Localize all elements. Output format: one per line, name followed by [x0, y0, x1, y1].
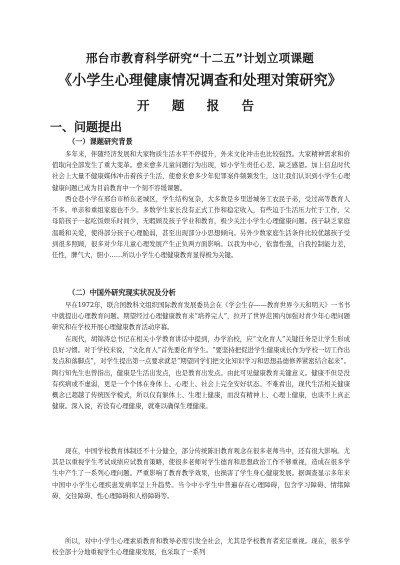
paragraph: 西仓巷小学在邢台市桥东老城区，学生结构复杂，大多数是乡里进城务工农民子弟，受过高等教育人不多。单亲和重组家庭也不少。多数学生家长没有正式工作和稳定收入，有些迫于生活压力忙于工作，父母陪孩子一起吃饭娱乐时间少，无暇顾及孩子学业和教育，极少关注小学生心理健康问题。孩子缺乏家庭温暖和关爱，使得部分孩子心理脆弱，甚至出现部分小思想倾向。另外少数家庭生活条件比较优越孩子受到很多照顾，很多对少年儿童心理发展产生正负两方面影响。以我为中心，依靠性强，自我控制能力差，任性，脾气大，胆小……所以小学生心理健康教育显得极为关键。	[52, 195, 350, 260]
section-heading: 一、问题提出	[50, 120, 123, 134]
subsection-heading-research: （二）中国外研究现实状况及分析	[68, 288, 176, 297]
document-title: 《小学生心理健康情况调查和处理对策研究》	[58, 73, 342, 89]
paragraph: 多年来，伴随经济发展和大家物质生活水平不停提升，外来文化冲击也比较强烈。大家精神需求和价值取向全部发生了重大变革。愈来愈多儿童问题行为出现，如小学生责任心差、缺乏感恩。加上信息时代社会上大量不健康媒体冲击着孩子生活，使愈来愈多少年犯罪案件频频发生，这让我们认识到小学生心理健康问题已成为目前教育中一个刻不容缓课题。	[52, 150, 350, 192]
paragraph: 早在1972年，联合国教科文组织国际教育发展委员会在《学会生存——教育世界今天和明天》一书书中就提出心理教育问题。期望经过心理健康教育来“培养完人”，拉开了世界范围内加强对青少年心理问题研究和在学校开展心理健康教育活动序幕。	[52, 301, 350, 332]
paragraph: 在现代，胡锦涛总书记在相关小学教育讲话中提到，办学治校，应“文化育人”关键任务是让学生形成良好习惯。对于学校来说，“文化育人”首先要化育学生。“要坚持把促进学生健康成长作为学校一切工作出发点和落脚点”，对学生提出第一点要求就是“期望同学们把文化知识学习和思想品德修养紧密结合起来”。陶行知先生也曾指出，健康是生活出发点，也是教育出发点。由此可见健康教育关键意义。健康不但是没有疾病或不虚弱，更是一个个体在身体上、心理上、社会上完全安好状态。不难看出，现代生活相关健康概念已超越了传统医学模式，所以仅有躯体上、生理上健康，而没有精神上、心理上健康，也谈不上真正健康。深入说，若没有心理健康，就难以确保生理健康。	[52, 335, 350, 411]
subsection-heading-background: （一）课题研究背景	[68, 137, 133, 146]
report-label: 开 题 报 告	[136, 98, 264, 113]
paragraph: 现在，中国学校教育体制还不十分健全，部分传统陈旧教育观念在很多老师当中，还有很大影响。尤其是以重视学生考试成绩应试教育策略，使很多老师对学生德育和思想政治工作不够重视，造成在很多学生中产生了一系列心理问题。严重影响了教育教学效果，也损害了学生身心健康发展。据调查显示多年来中国中小学生心理疾患发病率呈上升趋势。当今中小学生中普遍存在心理障碍，包含学习障碍、情绪障碍、交往障碍、性心理障碍和人格障碍等。	[52, 447, 350, 500]
project-header: 邢台市教育科学研究“十二五”计划立项课题	[85, 51, 315, 65]
paragraph: 所以，对中小学生心理素质教育和教导必需引发全社会，尤其是学校教育者充足重视。现在，很多学校全部十分地重视学生心理健康发展，也采取了一系列	[52, 537, 350, 557]
